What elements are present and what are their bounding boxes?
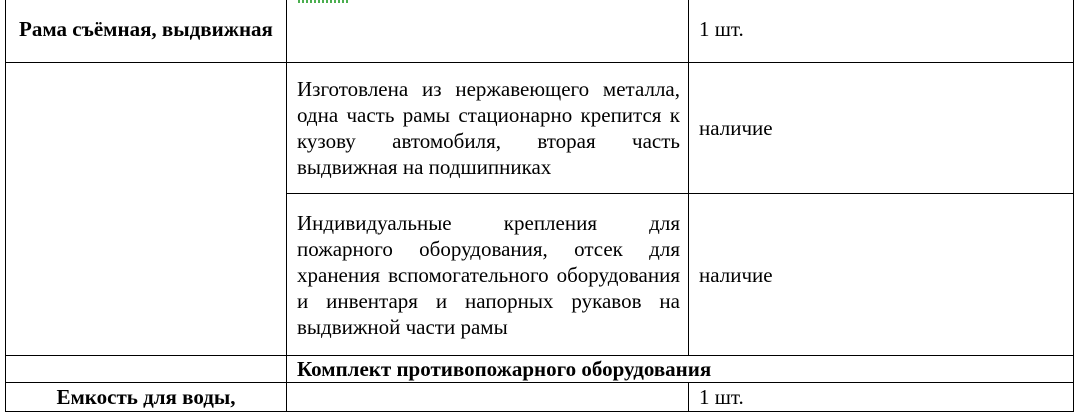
table-row	[6, 0, 1074, 63]
item-value-cell: 1 шт.	[689, 0, 1074, 63]
item-value-cell: наличие	[689, 194, 1074, 356]
table-row	[6, 383, 1074, 412]
item-value-cell: 1 шт.	[689, 383, 1074, 412]
section-header-spacer	[6, 356, 287, 383]
section-header-title: Комплект противопожарного оборудования	[287, 356, 1074, 383]
section-header-row	[6, 356, 1074, 383]
item-name-cell-empty	[6, 63, 287, 356]
item-name-cell: Емкость для воды,	[6, 383, 287, 412]
item-description-cell: Индивидуальные крепления для пожарного оборудования, отсек для хранения вспомогательного оборудования и инвентаря и напорных рукавов на выдвижной части рамы	[287, 194, 689, 356]
specification-table	[5, 0, 1074, 412]
item-description-cell	[287, 0, 689, 63]
item-description-cell	[287, 383, 689, 412]
table-row	[6, 63, 1074, 194]
item-value-cell: наличие	[689, 63, 1074, 194]
item-name-cell: Рама съёмная, выдвижная	[6, 0, 287, 63]
item-description-cell: Изготовлена из нержавеющего металла, одна часть рамы стационарно крепится к кузову автомобиля, вторая часть выдвижная на подшипниках	[287, 63, 689, 194]
